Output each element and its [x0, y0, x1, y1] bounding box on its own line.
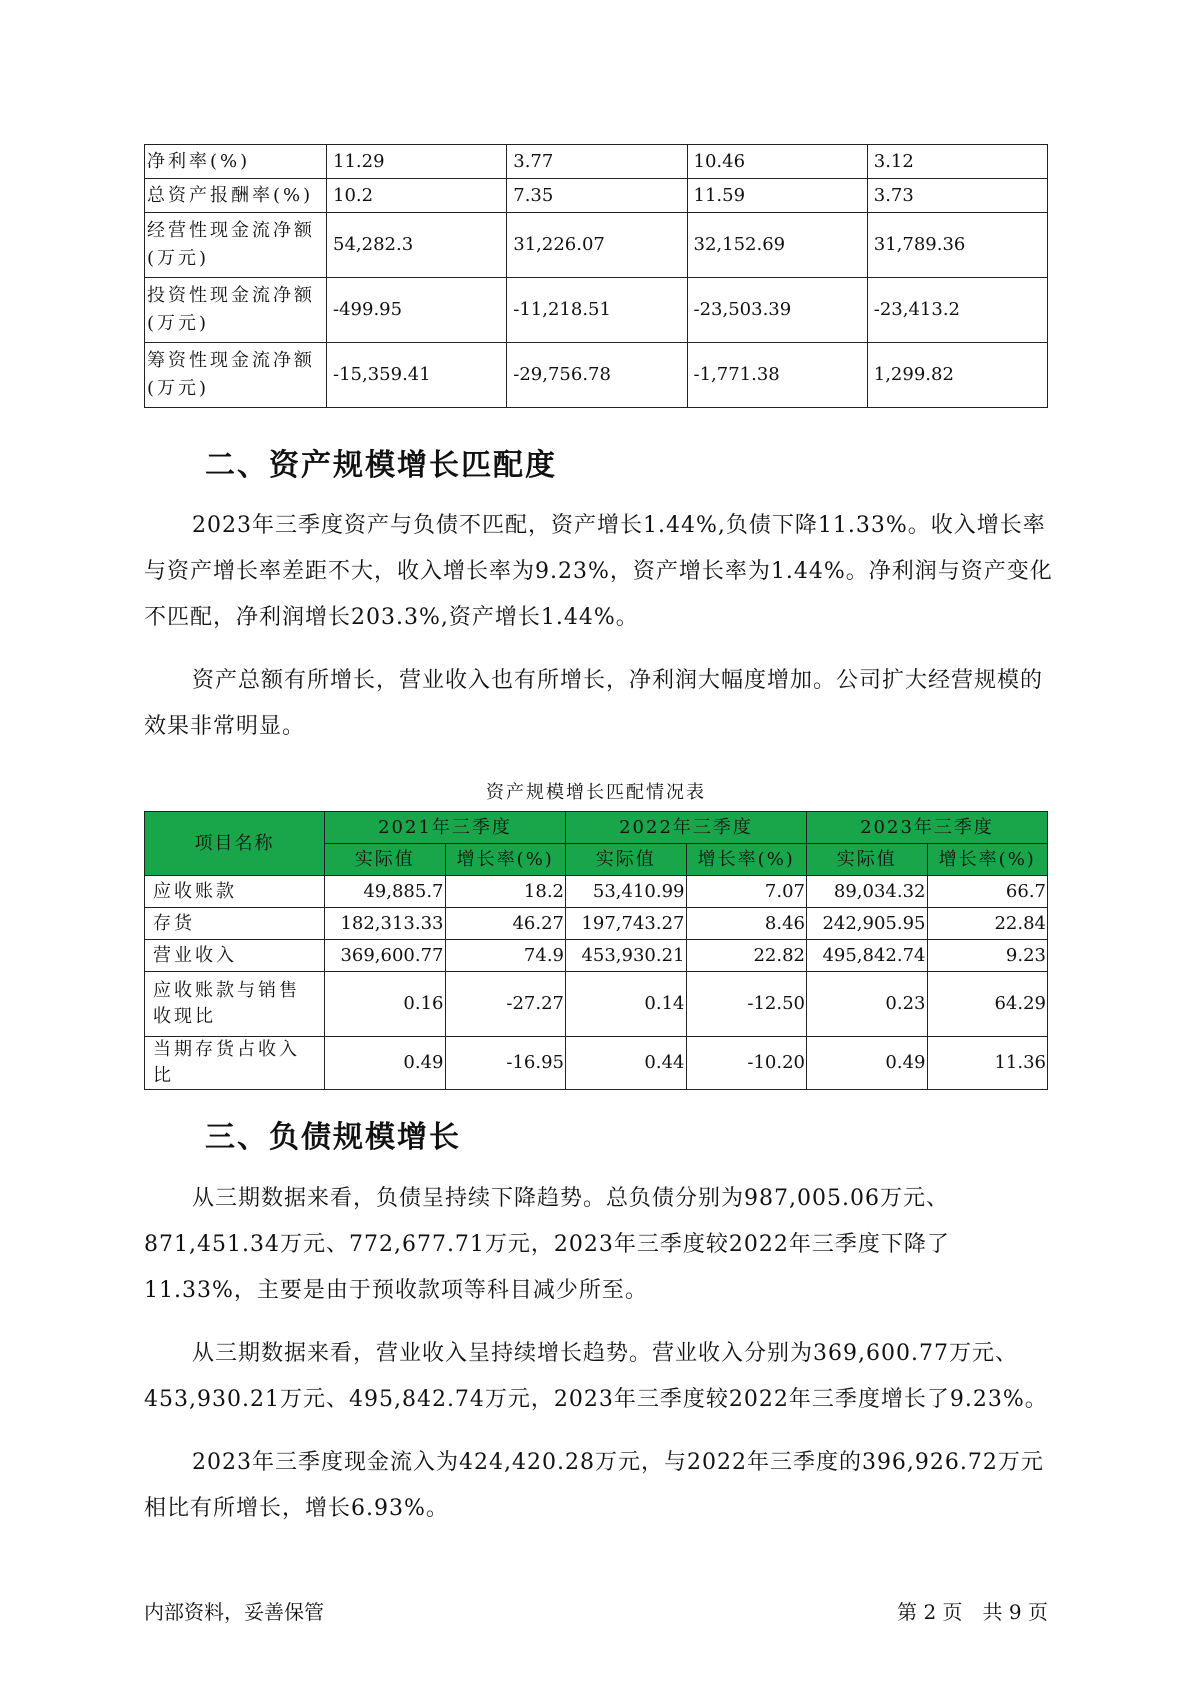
table-cell: -10.20 — [686, 1037, 807, 1090]
table-caption: 资产规模增长匹配情况表 — [486, 782, 706, 803]
table-cell: 10.46 — [687, 145, 867, 179]
table-cell: 0.44 — [566, 1037, 687, 1090]
table-cell: -15,359.41 — [327, 343, 507, 408]
paragraph: 从三期数据来看，营业收入呈持续增长趋势。营业收入分别为369,600.77万元、453,930.21万元、495,842.74万元，2023年三季度较2022年三季度增长了9.23%。 — [144, 1341, 1048, 1412]
row-label: 应收账款与销售收现比 — [145, 972, 325, 1037]
table-cell: -23,503.39 — [687, 278, 867, 343]
table-cell: 369,600.77 — [325, 940, 446, 972]
table-cell: 1,299.82 — [867, 343, 1047, 408]
table-cell: 3.73 — [867, 179, 1047, 213]
table-cell: 7.07 — [686, 876, 807, 908]
table-cell: 8.46 — [686, 908, 807, 940]
table-cell: 18.2 — [445, 876, 566, 908]
table-cell: 0.23 — [807, 972, 928, 1037]
paragraph: 资产总额有所增长，营业收入也有所增长，净利润大幅度增加。公司扩大经营规模的效果非常明显。 — [144, 668, 1044, 739]
table-cell: 3.77 — [507, 145, 687, 179]
table-cell: 9.23 — [927, 940, 1048, 972]
table-cell: 74.9 — [445, 940, 566, 972]
financial-indicators-table — [144, 144, 1048, 408]
row-label: 经营性现金流净额(万元) — [145, 213, 327, 278]
table-cell: -27.27 — [445, 972, 566, 1037]
header-growth-rate: 增长率(%) — [686, 844, 807, 876]
table-cell: 0.49 — [807, 1037, 928, 1090]
header-period: 2021年三季度 — [325, 812, 566, 844]
table-cell: 0.14 — [566, 972, 687, 1037]
table-cell: 11.29 — [327, 145, 507, 179]
table-row — [145, 1037, 1048, 1090]
paragraph: 2023年三季度资产与负债不匹配，资产增长1.44%,负债下降11.33%。收入增长率与资产增长率差距不大，收入增长率为9.23%，资产增长率为1.44%。净利润与资产变化不匹配，净利润增长203.3%,资产增长1.44%。 — [144, 513, 1053, 630]
section-heading-asset-scale: 二、资产规模增长匹配度 — [205, 448, 557, 483]
table-cell: 242,905.95 — [807, 908, 928, 940]
table-cell: 31,226.07 — [507, 213, 687, 278]
table-cell: 31,789.36 — [867, 213, 1047, 278]
table-cell: 0.49 — [325, 1037, 446, 1090]
footer-confidential-note: 内部资料，妥善保管 — [144, 1600, 324, 1624]
header-period: 2022年三季度 — [566, 812, 807, 844]
header-actual-value: 实际值 — [807, 844, 928, 876]
table-cell: 89,034.32 — [807, 876, 928, 908]
paragraph: 2023年三季度现金流入为424,420.28万元，与2022年三季度的396,926.72万元相比有所增长，增长6.93%。 — [144, 1450, 1044, 1521]
table-cell: 22.84 — [927, 908, 1048, 940]
table-cell: 453,930.21 — [566, 940, 687, 972]
table-cell: -29,756.78 — [507, 343, 687, 408]
row-label: 筹资性现金流净额(万元) — [145, 343, 327, 408]
table-row — [145, 343, 1048, 408]
row-label: 存货 — [145, 908, 325, 940]
row-label: 总资产报酬率(%) — [145, 179, 327, 213]
header-actual-value: 实际值 — [566, 844, 687, 876]
header-growth-rate: 增长率(%) — [445, 844, 566, 876]
paragraph: 从三期数据来看，负债呈持续下降趋势。总负债分别为987,005.06万元、871,451.34万元、772,677.71万元，2023年三季度较2022年三季度下降了11.33%，主要是由于预收款项等科目减少所至。 — [144, 1186, 950, 1303]
header-growth-rate: 增长率(%) — [927, 844, 1048, 876]
row-label: 应收账款 — [145, 876, 325, 908]
table-cell: 11.59 — [687, 179, 867, 213]
table-cell: 495,842.74 — [807, 940, 928, 972]
table-cell: -11,218.51 — [507, 278, 687, 343]
table-row — [145, 213, 1048, 278]
table-cell: 197,743.27 — [566, 908, 687, 940]
table-cell: -499.95 — [327, 278, 507, 343]
table-row — [145, 179, 1048, 213]
table-cell: 46.27 — [445, 908, 566, 940]
table-cell: 66.7 — [927, 876, 1048, 908]
table-cell: 3.12 — [867, 145, 1047, 179]
table-cell: -1,771.38 — [687, 343, 867, 408]
table-row — [145, 940, 1048, 972]
table-row — [145, 278, 1048, 343]
table-cell: 22.82 — [686, 940, 807, 972]
row-label: 当期存货占收入比 — [145, 1037, 325, 1090]
table-cell: 10.2 — [327, 179, 507, 213]
asset-scale-match-table — [144, 811, 1048, 1090]
table-header-row — [145, 812, 1048, 844]
table-cell: 64.29 — [927, 972, 1048, 1037]
table-cell: 32,152.69 — [687, 213, 867, 278]
table-cell: 0.16 — [325, 972, 446, 1037]
table-row — [145, 145, 1048, 179]
table-row — [145, 908, 1048, 940]
table-cell: 182,313.33 — [325, 908, 446, 940]
table-row — [145, 972, 1048, 1037]
footer-page-number: 第 2 页 共 9 页 — [897, 1600, 1048, 1624]
section-heading-liability-scale: 三、负债规模增长 — [205, 1120, 461, 1155]
table-row — [145, 876, 1048, 908]
row-label: 净利率(%) — [145, 145, 327, 179]
table-cell: 7.35 — [507, 179, 687, 213]
table-cell: -12.50 — [686, 972, 807, 1037]
table-cell: 49,885.7 — [325, 876, 446, 908]
table-cell: 53,410.99 — [566, 876, 687, 908]
header-item-name: 项目名称 — [145, 812, 325, 876]
header-actual-value: 实际值 — [325, 844, 446, 876]
row-label: 营业收入 — [145, 940, 325, 972]
header-period: 2023年三季度 — [807, 812, 1048, 844]
row-label: 投资性现金流净额(万元) — [145, 278, 327, 343]
table-cell: 54,282.3 — [327, 213, 507, 278]
table-cell: -16.95 — [445, 1037, 566, 1090]
table-cell: -23,413.2 — [867, 278, 1047, 343]
table-cell: 11.36 — [927, 1037, 1048, 1090]
